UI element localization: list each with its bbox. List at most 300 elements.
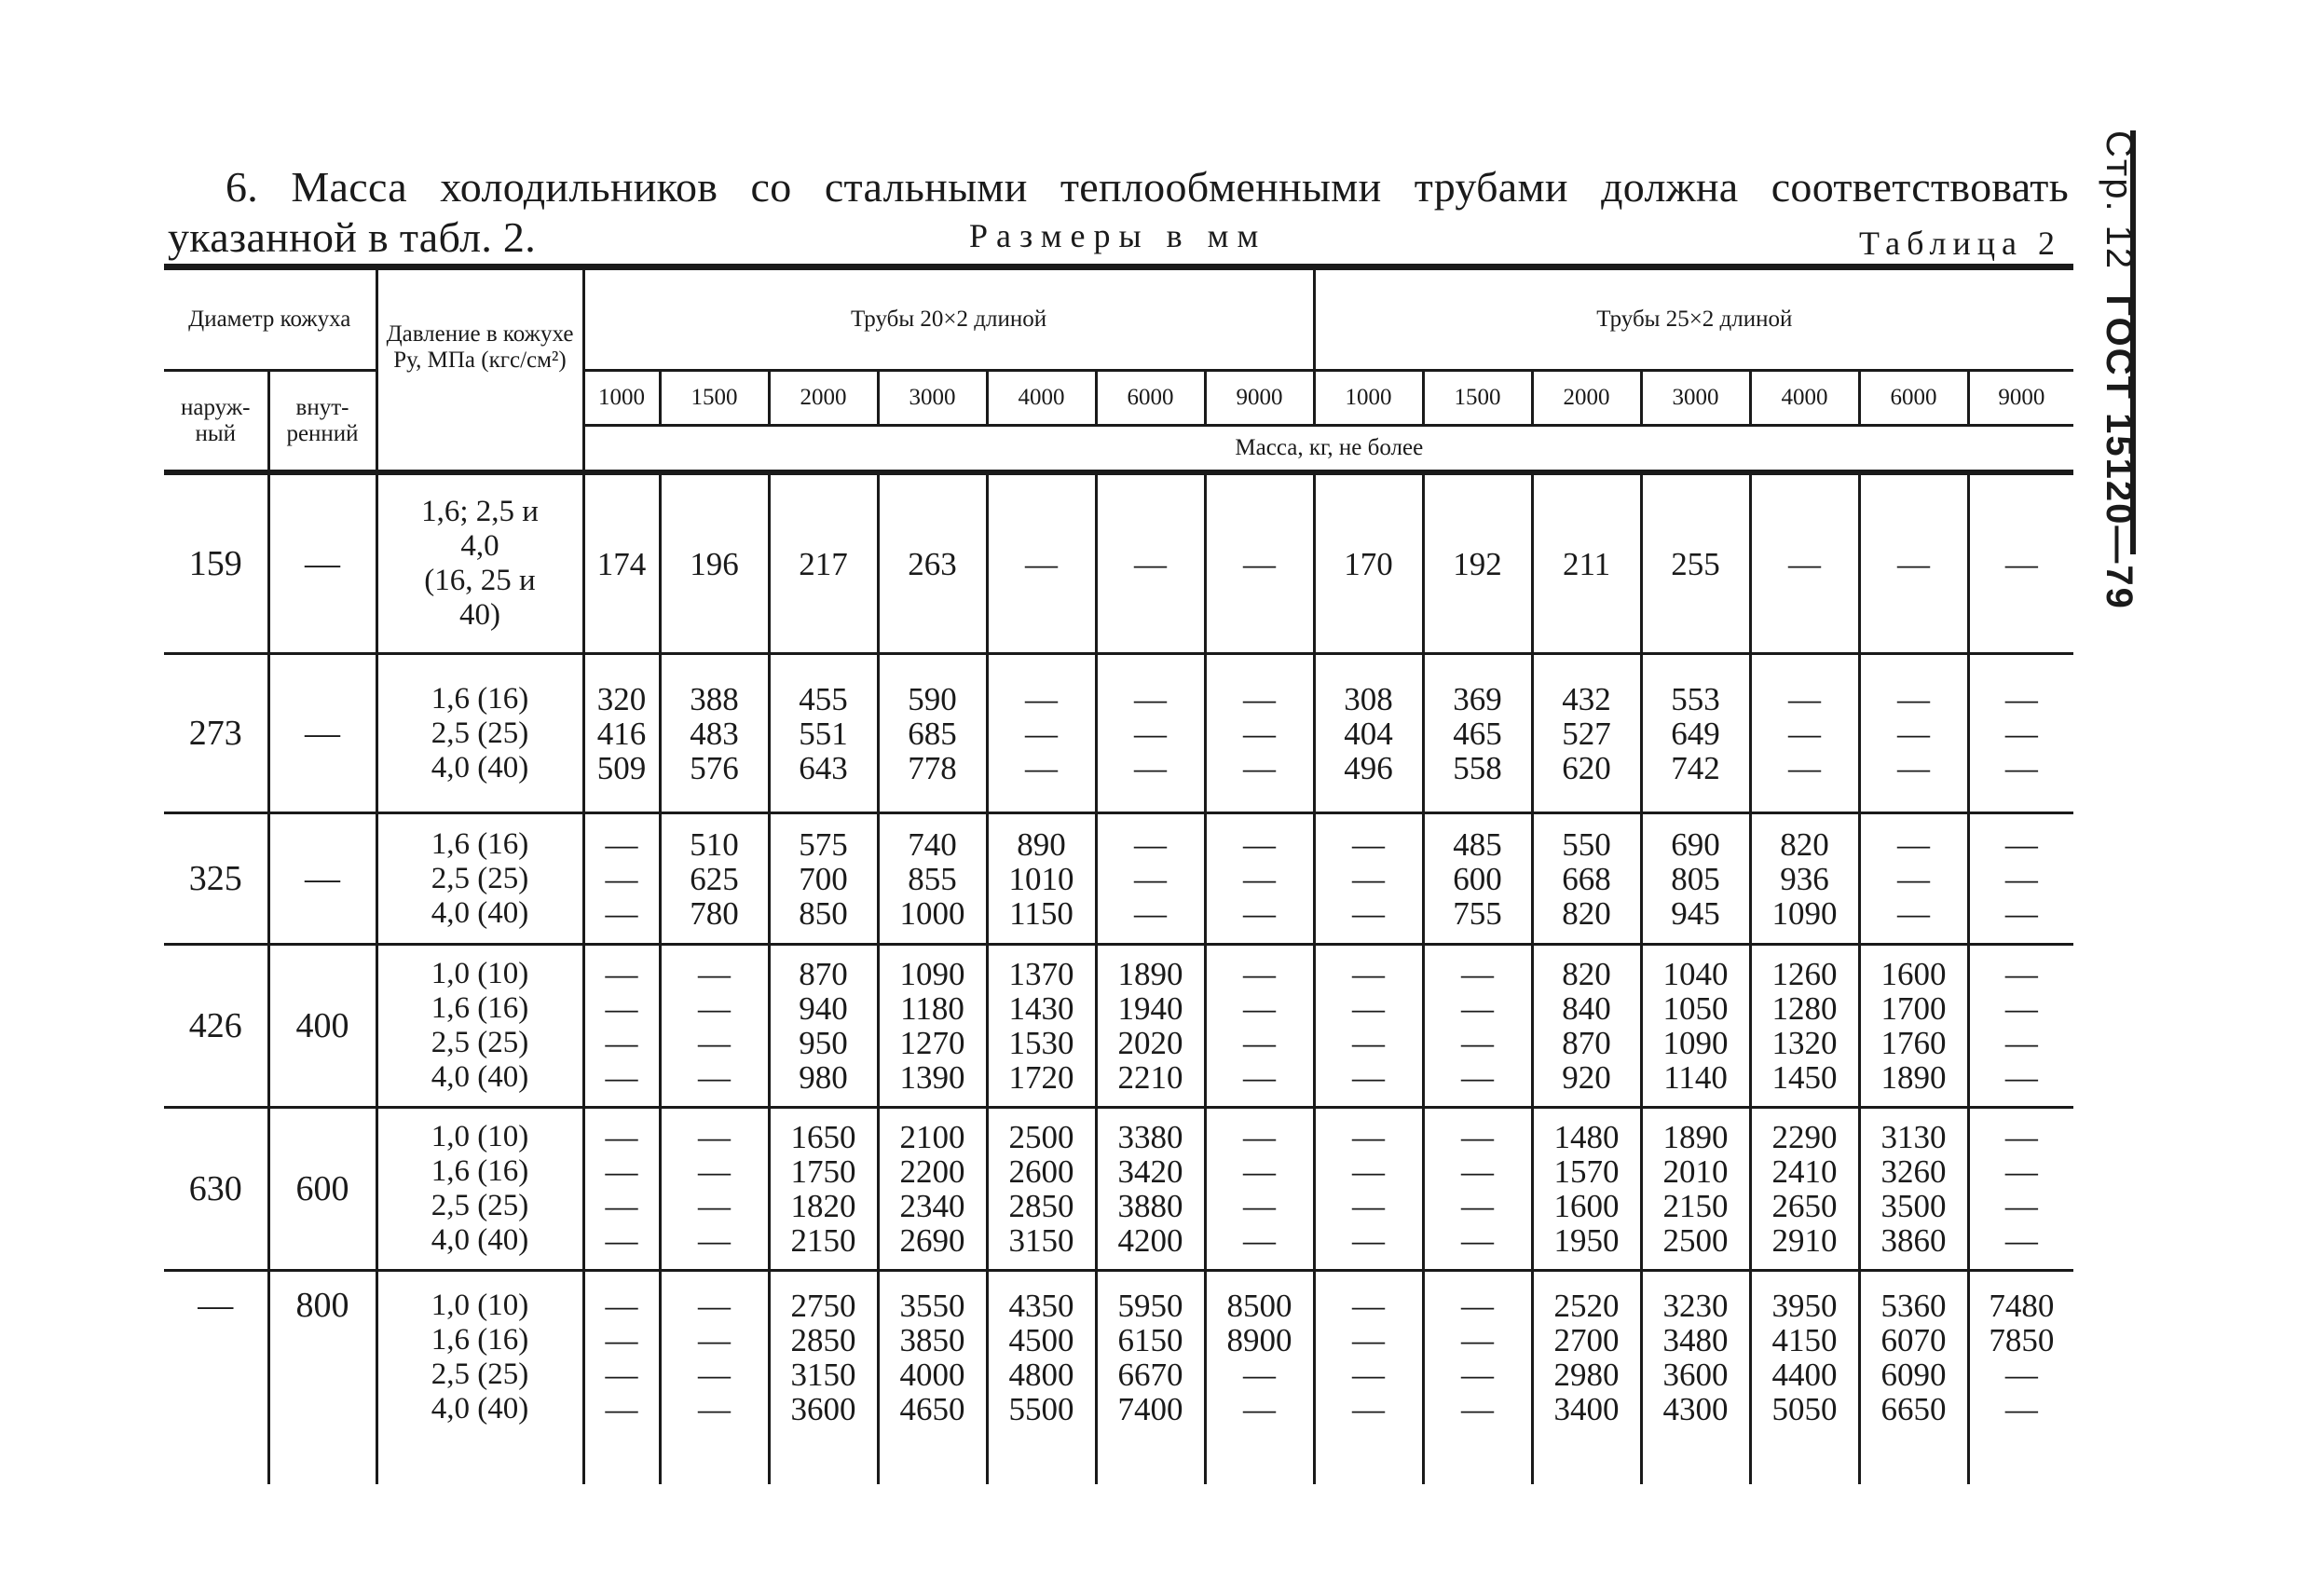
length-header: 6000 [1859,371,1968,426]
mass-cell-20 [769,813,878,945]
cell-line: 1,6 (16) [431,991,529,1025]
cell-line: 2,5 (25) [431,1357,529,1391]
cell-line: 2700 [1553,1322,1620,1358]
cell-line: — [1788,749,1822,786]
mass-cell-25 [1968,1271,2073,1485]
cell-line: 1090 [899,956,965,992]
table-row [164,945,2073,1108]
cell-line: — [1243,860,1277,897]
cell-line: — [305,713,340,753]
cell-line: — [605,1025,638,1061]
mass-cell-25 [1859,654,1968,813]
cell-line: 6090 [1880,1357,1947,1393]
cell-line: 527 [1562,715,1611,752]
cell-line: — [1134,545,1167,582]
cell-line: 980 [799,1059,848,1096]
cell-line: 755 [1453,894,1502,932]
mass-cell-25 [1750,1108,1859,1271]
cell-line: — [1352,990,1386,1027]
cell-line: 5050 [1771,1391,1838,1427]
cell-line: 1820 [790,1188,856,1224]
cell-line: — [2004,1059,2038,1096]
mass-cell-25 [1859,1271,1968,1485]
cell-line: — [2004,1188,2038,1224]
mass-cell-25 [1423,1108,1532,1271]
tubes-25-header: Трубы 25×2 длиной [1314,267,2073,371]
cell-line: 3860 [1880,1222,1947,1259]
pressure-cell [376,1271,583,1485]
length-header: 2000 [769,371,878,426]
mass-cell-20 [878,1271,987,1485]
mass-cell-20 [1096,945,1205,1108]
cell-line: 4,0 (40) [431,1392,529,1425]
cell-line: 2,5 (25) [431,716,529,750]
cell-line: — [198,1286,234,1325]
cell-line: — [1134,825,1167,863]
cell-line: 4400 [1771,1357,1838,1393]
table-body [164,472,2073,1484]
cell-line: — [2004,860,2038,897]
mass-cell-25 [1314,813,1423,945]
cell-line: 211 [1562,545,1611,582]
inner-diameter-cell [268,813,376,945]
cell-line: 3550 [899,1288,965,1324]
cell-line: 5950 [1117,1288,1183,1324]
cell-line: — [698,956,731,992]
cell-line: 170 [1344,545,1393,582]
cell-line: — [2004,715,2038,752]
mass-cell-25 [1641,945,1750,1108]
cell-line: 8900 [1226,1322,1292,1358]
cell-line: 404 [1344,715,1393,752]
cell-line: 3480 [1662,1322,1729,1358]
cell-line: 3600 [790,1391,856,1427]
cell-line: 509 [596,749,647,786]
mass-cell-20 [660,654,769,813]
cell-line: 485 [1453,825,1502,863]
cell-line: — [605,825,638,863]
cell-line: — [605,860,638,897]
length-header: 3000 [878,371,987,426]
mass-cell-20 [987,945,1096,1108]
cell-line: 820 [1562,956,1611,992]
cell-line: — [1352,1059,1386,1096]
cell-line: 40) [459,598,500,632]
cell-line: — [1461,956,1495,992]
cell-line: 553 [1671,680,1720,717]
cell-line: 455 [799,680,848,717]
cell-line: 2200 [899,1153,965,1190]
cell-line: 778 [908,749,957,786]
cell-line: 1890 [1880,1059,1947,1096]
mass-cell-25 [1968,654,2073,813]
cell-line: — [1243,715,1277,752]
cell-line: 217 [799,545,848,582]
cell-line: — [1352,894,1386,932]
table-row [164,654,2073,813]
cell-line: 1,6; 2,5 и [421,495,539,528]
table-row [164,813,2073,945]
mass-cell-25 [1641,813,1750,945]
mass-cell-25 [1968,472,2073,654]
cell-line: — [1243,1391,1277,1427]
cell-line: 1,0 (10) [431,1120,529,1153]
cell-line: — [698,1059,731,1096]
cell-line: 510 [690,825,739,863]
cell-line: — [1461,1222,1495,1259]
cell-line: 7850 [1989,1322,2055,1358]
mass-cell-25 [1968,1108,2073,1271]
cell-line: — [2004,825,2038,863]
cell-line: — [1243,1357,1277,1393]
mass-cell-20 [660,1271,769,1485]
mass-cell-20 [878,1108,987,1271]
mass-cell-20 [1096,813,1205,945]
cell-line: — [698,1222,731,1259]
cell-line: — [1134,894,1167,932]
mass-cell-25 [1859,945,1968,1108]
cell-line: 2500 [1662,1222,1729,1259]
cell-line: 3500 [1880,1188,1947,1224]
length-header: 4000 [987,371,1096,426]
cell-line: 7400 [1117,1391,1183,1427]
cell-line: — [2004,1119,2038,1155]
mass-cell-25 [1750,472,1859,654]
cell-line: — [2004,990,2038,1027]
mass-cell-20 [660,813,769,945]
mass-cell-20 [583,813,660,945]
cell-line: 8500 [1226,1288,1292,1324]
cell-line: — [698,1188,731,1224]
cell-line: — [2004,680,2038,717]
cell-line: 1,6 (16) [431,826,529,861]
mass-cell-25 [1532,654,1641,813]
mass-cell-20 [769,1108,878,1271]
cell-line: 369 [1453,680,1502,717]
cell-line: 590 [908,680,957,717]
cell-line: — [2004,1222,2038,1259]
cell-line: 1140 [1663,1059,1728,1096]
cell-line: 1600 [1880,956,1947,992]
cell-line: — [605,1153,638,1190]
cell-line: — [1243,545,1277,582]
inner-diameter-cell [268,654,376,813]
cell-line: 2020 [1117,1025,1183,1061]
cell-line: — [1897,680,1931,717]
mass-cell-25 [1423,654,1532,813]
mass-cell-20 [987,813,1096,945]
cell-line: 3850 [899,1322,965,1358]
cell-line: — [605,1322,638,1358]
cell-line: 496 [1344,749,1393,786]
mass-cell-25 [1314,1271,1423,1485]
inner-diameter-cell [268,1108,376,1271]
mass-cell-25 [1314,945,1423,1108]
cell-line: 690 [1671,825,1720,863]
cell-line: — [1243,749,1277,786]
cell-line: — [698,1391,731,1427]
cell-line: 273 [188,713,242,753]
cell-line: 159 [188,543,242,583]
cell-line: 2850 [1008,1188,1074,1224]
table-label: Таблица 2 [1859,225,2061,262]
mass-cell-25 [1423,813,1532,945]
cell-line: 805 [1671,860,1720,897]
cell-line: — [1352,1222,1386,1259]
cell-line: 1,6 (16) [431,1323,529,1357]
cell-line: 840 [1562,990,1611,1027]
mass-cell-20 [583,472,660,654]
mass-cell-25 [1314,654,1423,813]
cell-line: 483 [690,715,739,752]
cell-line: 3260 [1880,1153,1947,1190]
inner-diameter-cell [268,472,376,654]
mass-cell-25 [1859,472,1968,654]
cell-line: 308 [1344,680,1393,717]
mass-cell-20 [878,813,987,945]
cell-line: 2520 [1553,1288,1620,1324]
cell-line: 2210 [1117,1059,1183,1096]
cell-line: — [698,1288,731,1324]
cell-line: — [1352,1391,1386,1427]
cell-line: — [1352,1357,1386,1393]
cell-line: — [1352,956,1386,992]
cell-line: 643 [799,749,848,786]
mass-cell-25 [1532,472,1641,654]
diameter-header: Диаметр кожуха [164,267,376,371]
mass-cell-25 [1750,1271,1859,1485]
cell-line: 5500 [1008,1391,1074,1427]
cell-line: 1000 [899,894,965,932]
cell-line: — [1243,894,1277,932]
cell-line: 2010 [1662,1153,1729,1190]
cell-line: 700 [799,860,848,897]
cell-line: 1700 [1880,990,1947,1027]
mass-cell-20 [769,945,878,1108]
cell-line: 820 [1562,894,1611,932]
cell-line: — [1897,545,1931,582]
cell-line: — [1461,990,1495,1027]
mass-cell-25 [1968,813,2073,945]
mass-cell-25 [1532,813,1641,945]
cell-line: — [1243,1119,1277,1155]
cell-line: 2750 [790,1288,856,1324]
cell-line: — [1243,680,1277,717]
mass-cell-20 [1205,1271,1314,1485]
cell-line: 576 [690,749,739,786]
cell-line: — [1461,1391,1495,1427]
cell-line: 192 [1453,545,1502,582]
cell-line: 4,0 (40) [431,895,529,930]
length-header: 9000 [1205,371,1314,426]
mass-cell-25 [1859,813,1968,945]
cell-line: 2910 [1771,1222,1838,1259]
cell-line: — [605,1391,638,1427]
mass-cell-20 [987,654,1096,813]
cell-line: — [605,1188,638,1224]
cell-line: — [2004,749,2038,786]
cell-line: 325 [188,858,242,898]
cell-line: — [1243,1188,1277,1224]
cell-line: 4650 [899,1391,965,1427]
outer-diameter-cell [164,1271,268,1485]
mass-table [164,264,2073,1484]
outer-diameter-cell [164,945,268,1108]
cell-line: 870 [799,956,848,992]
inner-diameter-header: внут-ренний [268,371,376,473]
cell-line: 1750 [790,1153,856,1190]
mass-cell-20 [1205,1108,1314,1271]
mass-cell-25 [1641,472,1750,654]
cell-line: 4150 [1771,1322,1838,1358]
mass-cell-20 [878,472,987,654]
cell-line: — [1788,680,1822,717]
cell-line: — [1243,825,1277,863]
cell-line: — [605,1119,638,1155]
mass-cell-20 [1205,813,1314,945]
cell-line: — [1243,1059,1277,1096]
mass-cell-20 [660,1108,769,1271]
cell-line: — [1897,894,1931,932]
length-header: 1500 [660,371,769,426]
cell-line: 2690 [899,1222,965,1259]
cell-line: — [2004,894,2038,932]
mass-cell-20 [660,472,769,654]
mass-cell-20 [583,1271,660,1485]
cell-line: — [1134,860,1167,897]
cell-line: 4500 [1008,1322,1074,1358]
cell-line: 1,6 (16) [431,1154,529,1188]
inner-diameter-cell [268,1271,376,1485]
cell-line: 1940 [1117,990,1183,1027]
length-header: 1000 [583,371,660,426]
mass-cell-20 [987,472,1096,654]
length-header: 9000 [1968,371,2073,426]
cell-line: 6150 [1117,1322,1183,1358]
cell-line: — [1461,1025,1495,1061]
mass-cell-25 [1532,1271,1641,1485]
cell-line: 3150 [790,1357,856,1393]
cell-line: 1530 [1008,1025,1074,1061]
mass-cell-20 [583,945,660,1108]
pressure-cell [376,813,583,945]
cell-line: 6650 [1880,1391,1947,1427]
mass-cell-20 [1205,472,1314,654]
cell-line: (16, 25 и [424,564,536,597]
cell-line: 1090 [1771,894,1838,932]
cell-line: 2980 [1553,1357,1620,1393]
cell-line: 4,0 (40) [431,1060,529,1094]
side-header [2098,130,2140,610]
cell-line: — [1461,1153,1495,1190]
cell-line: 2500 [1008,1119,1074,1155]
cell-line: 850 [799,894,848,932]
cell-line: 1370 [1008,956,1074,992]
cell-line: 4,0 [460,529,499,563]
cell-line: — [1897,749,1931,786]
cell-line: — [605,1357,638,1393]
cell-line: — [1897,825,1931,863]
cell-line: — [1461,1322,1495,1358]
mass-cell-20 [987,1271,1096,1485]
tubes-20-header: Трубы 20×2 длиной [583,267,1314,371]
cell-line: 3150 [1008,1222,1074,1259]
cell-line: 630 [188,1168,242,1208]
cell-line: — [605,1222,638,1259]
mass-cell-20 [878,654,987,813]
cell-line: — [605,1059,638,1096]
pressure-cell [376,472,583,654]
table-row [164,1108,2073,1271]
units-note: Размеры в мм [969,217,1267,254]
mass-cell-25 [1750,813,1859,945]
cell-line: 1,6 (16) [431,681,529,716]
mass-cell-25 [1859,1108,1968,1271]
page-number: Стр. 12 [2099,130,2140,271]
cell-line: — [698,1322,731,1358]
inner-diameter-cell [268,945,376,1108]
length-header: 1000 [1314,371,1423,426]
cell-line: 1150 [1009,894,1073,932]
cell-line: 2650 [1771,1188,1838,1224]
cell-line: 1180 [900,990,964,1027]
cell-line: — [1788,715,1822,752]
cell-line: 558 [1453,749,1502,786]
cell-line: 1720 [1008,1059,1074,1096]
cell-line: — [305,858,340,898]
mass-cell-25 [1750,654,1859,813]
cell-line: — [2004,956,2038,992]
cell-line: 1570 [1553,1153,1620,1190]
mass-header: Масса, кг, не более [583,426,2073,473]
cell-line: 2,5 (25) [431,1026,529,1059]
mass-cell-20 [1205,654,1314,813]
cell-line: — [698,990,731,1027]
cell-line: — [1352,1322,1386,1358]
cell-line: 3420 [1117,1153,1183,1190]
cell-line: 4,0 (40) [431,750,529,784]
cell-line: 2150 [1662,1188,1729,1224]
mass-cell-20 [583,654,660,813]
cell-line: 620 [1562,749,1611,786]
outer-diameter-header: наруж-ный [164,371,268,473]
cell-line: 174 [596,545,647,582]
cell-line: 855 [908,860,957,897]
cell-line: 263 [908,545,957,582]
length-header: 3000 [1641,371,1750,426]
cell-line: 625 [690,860,739,897]
cell-line: — [2004,1357,2038,1393]
cell-line: 320 [596,680,647,717]
cell-line: 945 [1671,894,1720,932]
mass-cell-25 [1641,1108,1750,1271]
cell-line: 820 [1780,825,1829,863]
cell-line: 432 [1562,680,1611,717]
cell-line: 2410 [1771,1153,1838,1190]
cell-line: — [698,1119,731,1155]
cell-line: 6070 [1880,1322,1947,1358]
cell-line: — [1134,749,1167,786]
cell-line: 4,0 (40) [431,1223,529,1257]
cell-line: — [2004,1153,2038,1190]
cell-line: 2,5 (25) [431,1189,529,1222]
cell-line: — [605,956,638,992]
cell-line: 551 [799,715,848,752]
pressure-header: Давление в кожухе Pу, МПа (кгс/см²) [376,267,583,426]
mass-cell-20 [1096,1108,1205,1271]
mass-cell-25 [1423,472,1532,654]
cell-line: — [1461,1288,1495,1324]
